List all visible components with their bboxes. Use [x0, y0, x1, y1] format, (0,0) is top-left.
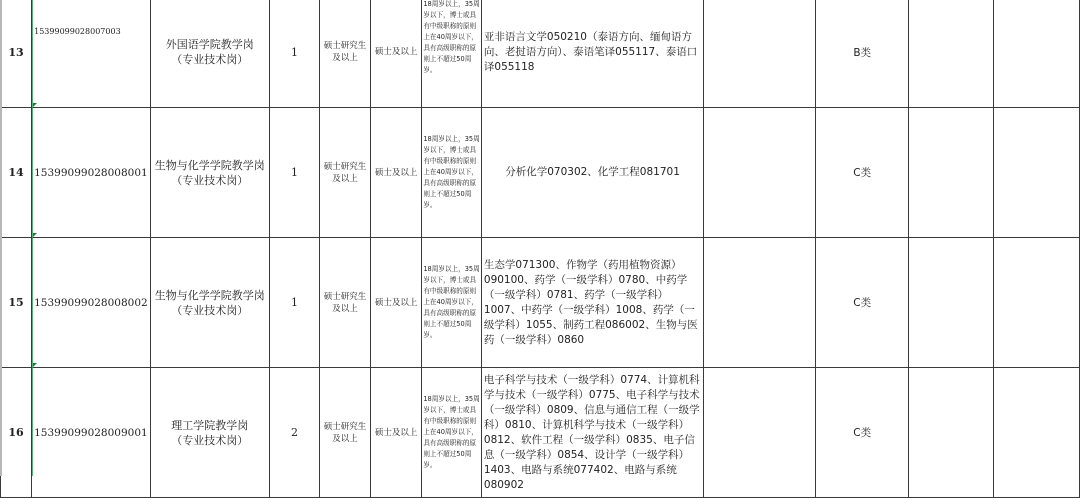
- table-row: [1, 0, 1080, 108]
- post-name-cell[interactable]: [150, 0, 269, 108]
- education-cell[interactable]: [320, 108, 371, 238]
- comment-indicator-icon: [33, 363, 37, 367]
- row-number-cell[interactable]: 16: [1, 368, 32, 498]
- major-requirement-cell[interactable]: 生态学071300、作物学（药用植物资源）090100、药学（一级学科）0780、中药学（一级学科）0781、药学（一级学科）1007、中药学（一级学科）1008、药学（一级学科）1055、制药工程086002、生物与医药（一级学科）0860: [481, 238, 703, 368]
- comment-indicator-icon: [33, 103, 37, 107]
- post-code-cell[interactable]: 15399099028007003: [32, 0, 151, 108]
- row-number-cell[interactable]: 15: [1, 238, 32, 368]
- post-code-cell[interactable]: 15399099028008002: [32, 238, 151, 368]
- empty-cell[interactable]: [704, 0, 816, 108]
- education-cell[interactable]: [320, 0, 371, 108]
- table-row: [1, 238, 1080, 368]
- empty-cell[interactable]: [909, 0, 993, 108]
- row-number-cell[interactable]: 14: [1, 108, 32, 238]
- post-name-text: 外国语学院教学岗 （专业技术岗）: [165, 38, 254, 66]
- education-text: 硕士研究生 及以上: [323, 41, 367, 63]
- age-requirement-cell[interactable]: 18周岁以上，35周岁以下，博士或具有中级职称的原则上在40周岁以下，具有高级职称的原则上不超过50周岁。: [422, 368, 482, 498]
- window-left-edge: [0, 0, 2, 476]
- empty-cell[interactable]: [993, 108, 1079, 238]
- cell-selection-line: [32, 0, 33, 476]
- table-row: [1, 108, 1080, 238]
- major-requirement-cell[interactable]: 分析化学070302、化学工程081701: [481, 108, 703, 238]
- major-requirement-cell[interactable]: 电子科学与技术（一级学科）0774、计算机科学与技术（一级学科）0775、电子科学与技术（一级学科）0809、信息与通信工程（一级学科）0810、计算机科学与技术（一级学科）0812、软件工程（一级学科）0835、电子信息（一级学科）0854、设计学（一级学科）1403、电路与系统077402、电路与系统080902: [481, 368, 703, 498]
- post-code-cell[interactable]: 15399099028009001: [32, 368, 151, 498]
- post-name-text: 理工学院教学岗 （专业技术岗）: [171, 418, 249, 447]
- age-requirement-cell[interactable]: 18周岁以上，35周岁以下，博士或具有中级职称的原则上在40周岁以下，具有高级职称的原则上不超过50周岁。: [422, 0, 482, 108]
- degree-cell[interactable]: 硕士及以上: [370, 368, 421, 498]
- education-text: 硕士研究生 及以上: [323, 161, 367, 184]
- headcount-cell[interactable]: 1: [269, 238, 319, 368]
- empty-cell[interactable]: [704, 368, 816, 498]
- education-cell[interactable]: [320, 368, 371, 498]
- empty-cell[interactable]: [993, 238, 1079, 368]
- empty-cell[interactable]: [993, 0, 1079, 108]
- education-cell[interactable]: [320, 238, 371, 368]
- empty-cell[interactable]: [704, 238, 816, 368]
- headcount-cell[interactable]: 1: [269, 108, 319, 238]
- degree-cell[interactable]: 硕士及以上: [370, 0, 421, 108]
- empty-cell[interactable]: [704, 108, 816, 238]
- comment-indicator-icon: [33, 233, 37, 237]
- category-cell[interactable]: C类: [815, 108, 909, 238]
- category-cell[interactable]: C类: [815, 368, 909, 498]
- major-requirement-cell[interactable]: 亚非语言文学050210（泰语方向、缅甸语方向、老挝语方向）、泰语笔译055117、泰语口译055118: [481, 0, 703, 108]
- empty-cell[interactable]: [909, 238, 993, 368]
- headcount-cell[interactable]: 1: [269, 0, 319, 108]
- headcount-cell[interactable]: 2: [269, 368, 319, 498]
- empty-cell[interactable]: [909, 108, 993, 238]
- empty-cell[interactable]: [909, 368, 993, 498]
- degree-cell[interactable]: 硕士及以上: [370, 238, 421, 368]
- education-text: 硕士研究生 及以上: [323, 291, 367, 314]
- age-requirement-cell[interactable]: 18周岁以上，35周岁以下，博士或具有中级职称的原则上在40周岁以下，具有高级职称的原则上不超过50周岁。: [422, 108, 482, 238]
- post-name-cell[interactable]: 生物与化学学院教学岗（专业技术岗）: [150, 238, 269, 368]
- degree-cell[interactable]: 硕士及以上: [370, 108, 421, 238]
- post-name-cell[interactable]: 生物与化学学院教学岗（专业技术岗）: [150, 108, 269, 238]
- post-code-cell[interactable]: 15399099028008001: [32, 108, 151, 238]
- category-cell[interactable]: B类: [815, 0, 909, 108]
- empty-cell[interactable]: [993, 368, 1079, 498]
- row-number-cell[interactable]: 13: [1, 0, 32, 108]
- post-name-cell[interactable]: [150, 368, 269, 498]
- table-row: [1, 368, 1080, 498]
- category-cell[interactable]: C类: [815, 238, 909, 368]
- education-text: 硕士研究生 及以上: [323, 421, 367, 444]
- age-requirement-cell[interactable]: 18周岁以上，35周岁以下，博士或具有中级职称的原则上在40周岁以下，具有高级职称的原则上不超过50周岁。: [422, 238, 482, 368]
